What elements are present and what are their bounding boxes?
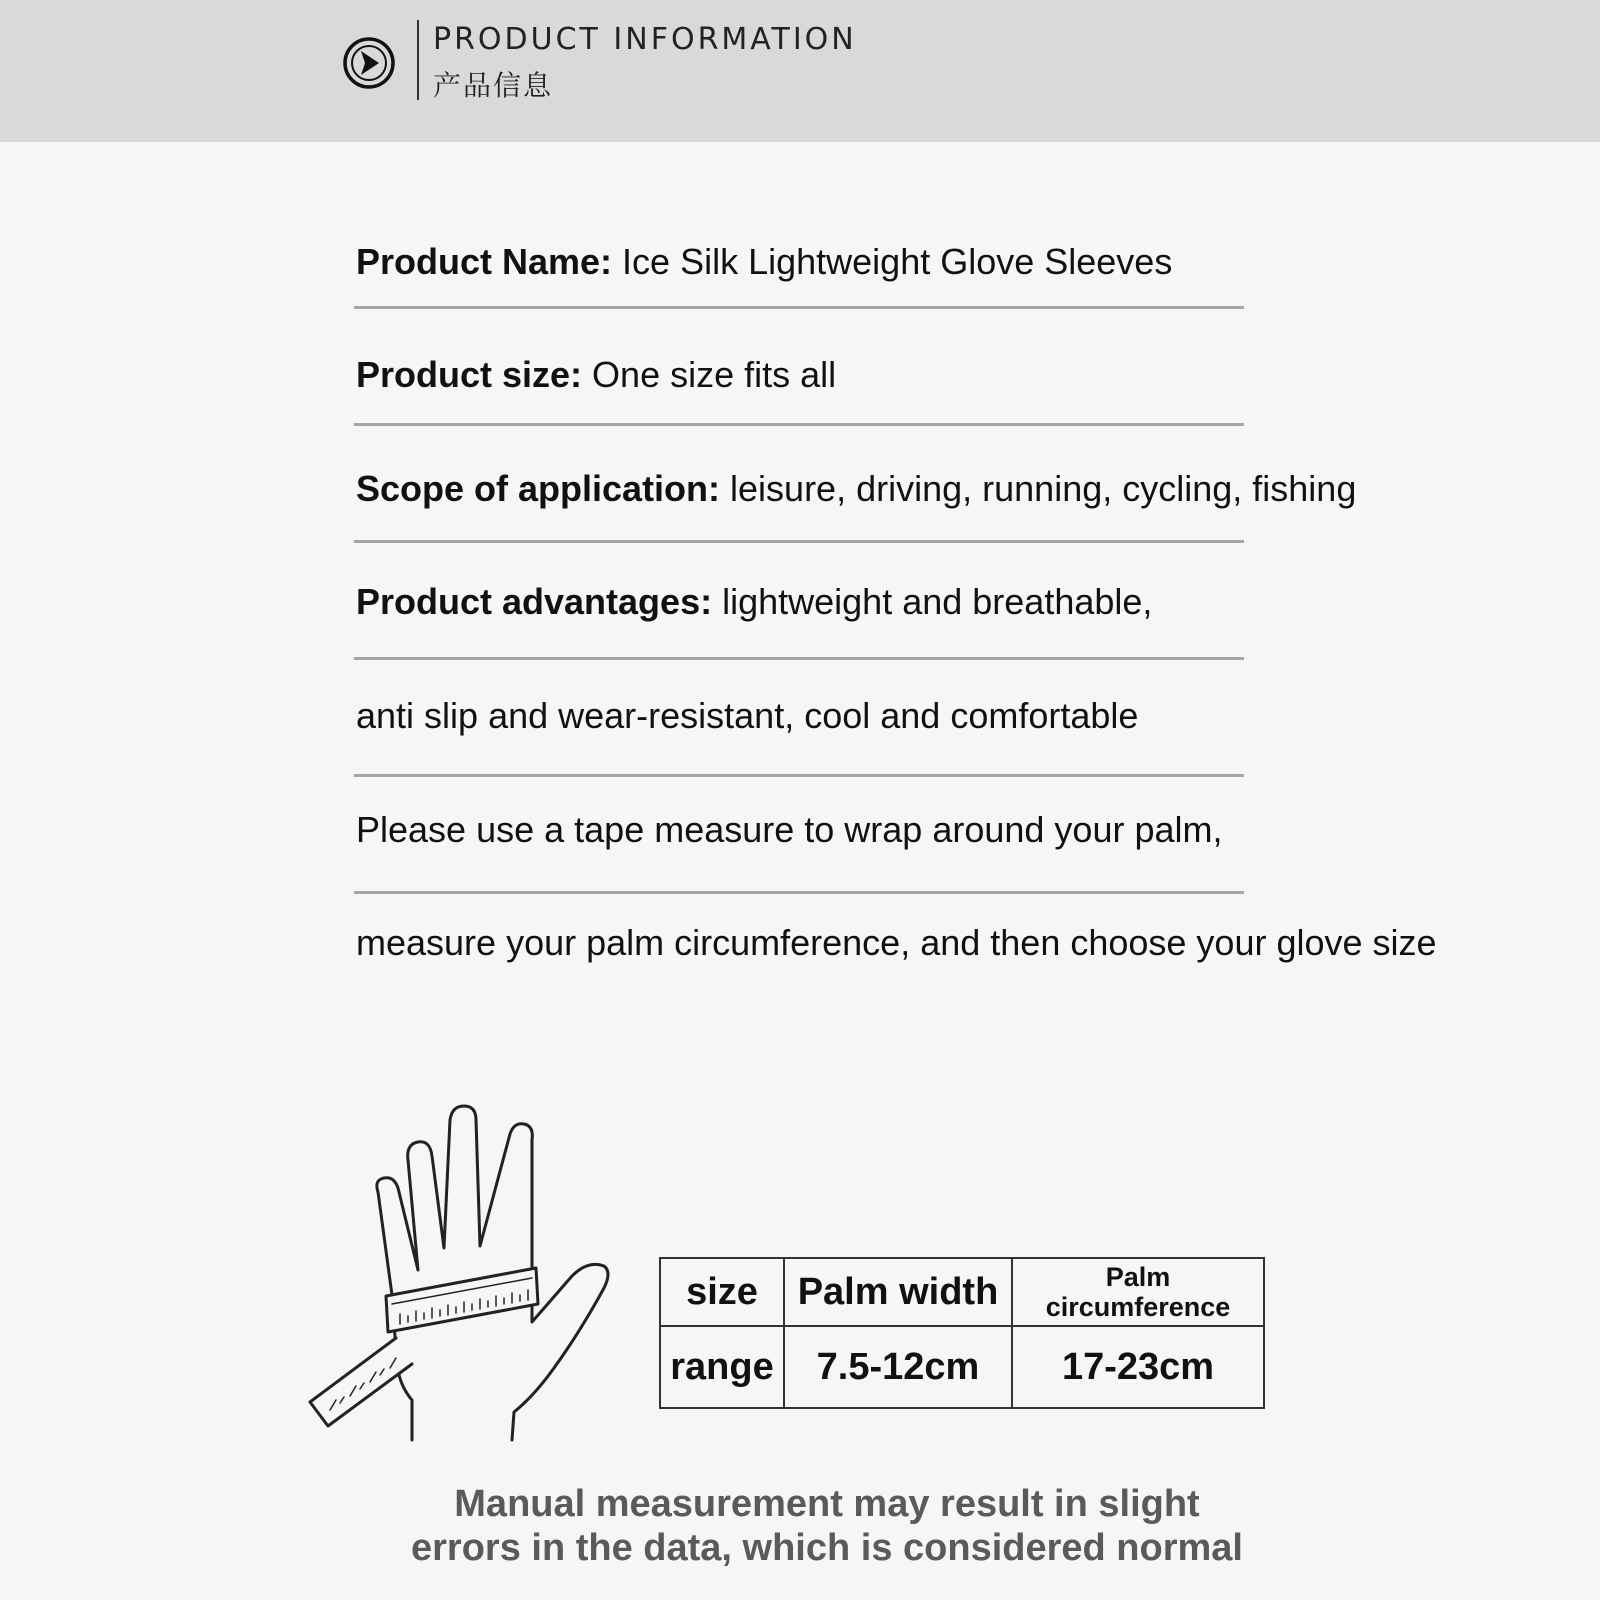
table-cell: 17-23cm [1012, 1326, 1264, 1408]
header-divider [417, 20, 419, 100]
measure-instruction-1: Please use a tape measure to wrap around your palm, [356, 809, 1223, 850]
divider-rule [354, 891, 1244, 894]
divider-rule [354, 423, 1244, 426]
advantages-value: lightweight and breathable, [712, 581, 1153, 622]
arrow-right-circle-icon [342, 36, 396, 90]
table-header-cell: Palm width [784, 1258, 1012, 1326]
header-title-cn: 产品信息 [433, 69, 554, 102]
table-header-row [660, 1258, 1264, 1326]
table-header-cell: Palm circumference [1012, 1258, 1264, 1326]
product-size-label: Product size: [356, 354, 583, 395]
divider-rule [354, 774, 1244, 777]
advantages-continued: anti slip and wear-resistant, cool and comfortable [356, 695, 1139, 736]
product-size-line [356, 353, 836, 397]
scope-label: Scope of application: [356, 468, 721, 509]
divider-rule [354, 657, 1244, 660]
table-header-cell: size [660, 1258, 784, 1326]
product-name-label: Product Name: [356, 241, 613, 282]
header-title-en: PRODUCT INFORMATION [433, 22, 857, 57]
advantages-line [356, 580, 1152, 624]
size-table [659, 1257, 1265, 1409]
scope-line [356, 467, 1356, 511]
divider-rule [354, 540, 1244, 543]
measurement-note [300, 1482, 1354, 1570]
table-cell: range [660, 1326, 784, 1408]
divider-rule [354, 306, 1244, 309]
table-row [660, 1326, 1264, 1408]
table-cell: 7.5-12cm [784, 1326, 1012, 1408]
note-line-2: errors in the data, which is considered normal [411, 1527, 1243, 1569]
product-size-value: One size fits all [582, 354, 837, 395]
advantages-label: Product advantages: [356, 581, 713, 622]
measure-instruction-2: measure your palm circumference, and then choose your glove size [356, 922, 1437, 963]
hand-tape-measure-icon [300, 1100, 640, 1460]
scope-value: leisure, driving, running, cycling, fishing [720, 468, 1357, 509]
product-name-value: Ice Silk Lightweight Glove Sleeves [612, 241, 1173, 282]
note-line-1: Manual measurement may result in slight [454, 1483, 1200, 1525]
product-name-line [356, 240, 1172, 284]
